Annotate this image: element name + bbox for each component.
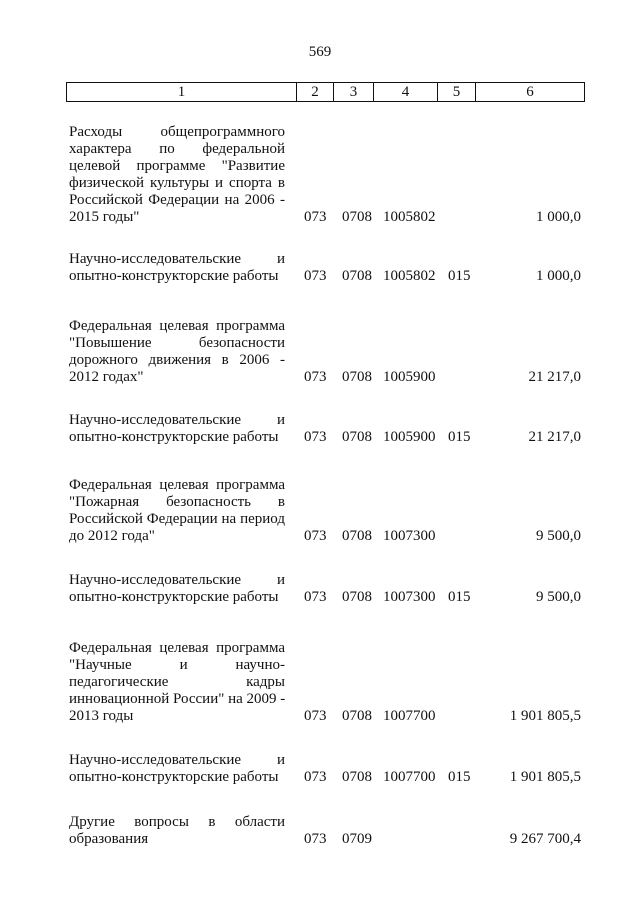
expense-type-code: 015 <box>448 268 471 284</box>
section-code: 0708 <box>342 429 372 445</box>
ministry-code: 073 <box>304 268 327 284</box>
table-row <box>0 477 640 545</box>
description-line: педагогические кадры <box>69 674 285 690</box>
table-row <box>0 412 640 446</box>
ministry-code: 073 <box>304 769 327 785</box>
expense-type-code: 015 <box>448 429 471 445</box>
amount: 9 500,0 <box>536 528 581 544</box>
column-header-3: 3 <box>334 83 374 102</box>
description-line: Российской Федерации на период <box>69 511 285 527</box>
description-line: инновационной России" на 2009 - <box>69 691 285 707</box>
table-row <box>0 752 640 786</box>
description-line: физической культуры и спорта в <box>69 175 285 191</box>
amount: 21 217,0 <box>528 369 581 385</box>
target-article-code: 1005900 <box>383 429 436 445</box>
amount: 1 000,0 <box>536 209 581 225</box>
ministry-code: 073 <box>304 708 327 724</box>
section-code: 0708 <box>342 209 372 225</box>
amount: 1 000,0 <box>536 268 581 284</box>
description-line: характера по федеральной <box>69 141 285 157</box>
section-code: 0708 <box>342 268 372 284</box>
section-code: 0709 <box>342 831 372 847</box>
amount: 1 901 805,5 <box>509 769 581 785</box>
table-row <box>0 640 640 725</box>
description-line: опытно-конструкторские работы <box>69 769 279 785</box>
description-line: опытно-конструкторские работы <box>69 589 279 605</box>
description-line: Научно-исследовательские и <box>69 572 285 588</box>
description-line: дорожного движения в 2006 - <box>69 352 285 368</box>
amount: 1 901 805,5 <box>509 708 581 724</box>
section-code: 0708 <box>342 528 372 544</box>
target-article-code: 1007700 <box>383 708 436 724</box>
column-header-1: 1 <box>67 83 297 102</box>
row-description <box>69 251 285 285</box>
table-row <box>0 814 640 848</box>
section-code: 0708 <box>342 369 372 385</box>
description-line: Научно-исследовательские и <box>69 251 285 267</box>
description-line: Федеральная целевая программа <box>69 477 285 493</box>
row-description <box>69 412 285 446</box>
row-description <box>69 318 285 386</box>
description-line: "Повышение безопасности <box>69 335 285 351</box>
description-line: опытно-конструкторские работы <box>69 268 279 284</box>
row-description <box>69 752 285 786</box>
description-line: Федеральная целевая программа <box>69 640 285 656</box>
section-code: 0708 <box>342 589 372 605</box>
table-row <box>0 318 640 386</box>
row-description <box>69 572 285 606</box>
expense-type-code: 015 <box>448 769 471 785</box>
row-description <box>69 477 285 545</box>
row-description <box>69 124 285 226</box>
page-number: 569 <box>308 44 332 60</box>
column-header-6: 6 <box>476 83 585 102</box>
ministry-code: 073 <box>304 589 327 605</box>
description-line: 2015 годы" <box>69 209 140 225</box>
ministry-code: 073 <box>304 528 327 544</box>
ministry-code: 073 <box>304 209 327 225</box>
description-line: 2012 годах" <box>69 369 144 385</box>
description-line: Научно-исследовательские и <box>69 412 285 428</box>
description-line: опытно-конструкторские работы <box>69 429 279 445</box>
column-header-table <box>66 82 585 102</box>
column-header-2: 2 <box>297 83 334 102</box>
amount: 21 217,0 <box>528 429 581 445</box>
target-article-code: 1005802 <box>383 209 436 225</box>
amount: 9 267 700,4 <box>509 831 581 847</box>
target-article-code: 1005802 <box>383 268 436 284</box>
expense-type-code: 015 <box>448 589 471 605</box>
table-row <box>0 572 640 606</box>
description-line: до 2012 года" <box>69 528 155 544</box>
target-article-code: 1005900 <box>383 369 436 385</box>
row-description <box>69 640 285 725</box>
ministry-code: 073 <box>304 429 327 445</box>
ministry-code: 073 <box>304 831 327 847</box>
description-line: Расходы общепрограммного <box>69 124 285 140</box>
description-line: Федеральная целевая программа <box>69 318 285 334</box>
column-header-4: 4 <box>374 83 438 102</box>
section-code: 0708 <box>342 769 372 785</box>
target-article-code: 1007300 <box>383 589 436 605</box>
target-article-code: 1007700 <box>383 769 436 785</box>
description-line: "Пожарная безопасность в <box>69 494 285 510</box>
table-row <box>0 251 640 285</box>
ministry-code: 073 <box>304 369 327 385</box>
description-line: 2013 годы <box>69 708 134 724</box>
table-row <box>0 124 640 226</box>
description-line: Российской Федерации на 2006 - <box>69 192 285 208</box>
section-code: 0708 <box>342 708 372 724</box>
description-line: целевой программе "Развитие <box>69 158 285 174</box>
target-article-code: 1007300 <box>383 528 436 544</box>
description-line: Научно-исследовательские и <box>69 752 285 768</box>
column-header-5: 5 <box>438 83 476 102</box>
description-line: Другие вопросы в области <box>69 814 285 830</box>
description-line: образования <box>69 831 149 847</box>
amount: 9 500,0 <box>536 589 581 605</box>
row-description <box>69 814 285 848</box>
description-line: "Научные и научно- <box>69 657 285 673</box>
